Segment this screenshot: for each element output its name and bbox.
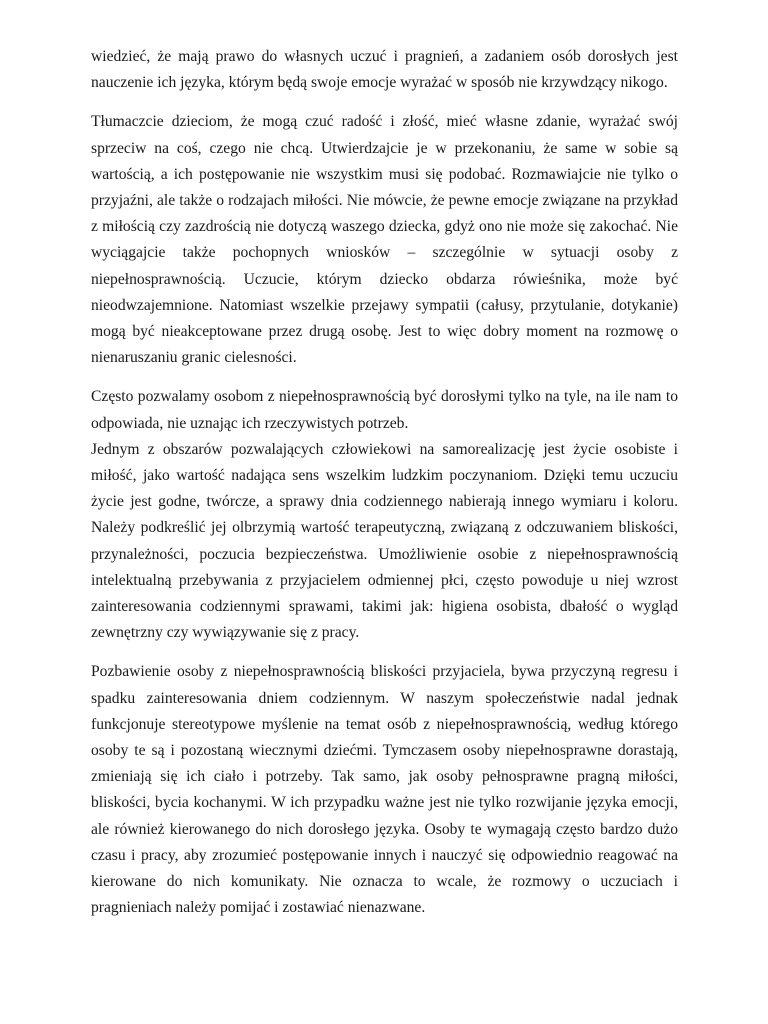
paragraph-5: Pozbawienie osoby z niepełnosprawnością bliskości przyjaciela, bywa przyczyną regresu i spadku zainteresowania dniem codziennym. W naszym społeczeństwie nadal jednak funkcjonuje stereotypowe myślenie na temat osób z niepełnosprawnością, według którego osoby te są i pozostaną wiecznymi dziećmi. Tymczasem osoby niepełnosprawne dorastają, zmieniają się ich ciało i potrzeby. Tak samo, jak osoby pełnosprawne pragną miłości, bliskości, bycia kochanymi. W ich przypadku ważne jest nie tylko rozwijanie języka emocji, ale również kierowanego do nich dorosłego języka. Osoby te wymagają często bardzo dużo czasu i pracy, aby zrozumieć postępowanie innych i nauczyć się odpowiednio reagować na kierowane do nich komunikaty. Nie oznacza to wcale, że rozmowy o uczuciach i pragnieniach należy pomijać i zostawiać nienazwane. xyxy=(91,663,678,917)
paragraph-2: Tłumaczcie dzieciom, że mogą czuć radość i złość, mieć własne zdanie, wyrażać swój sprzeciw na coś, czego nie chcą. Utwierdzajcie je w przekonaniu, że same w sobie są wartością, a ich postępowanie nie wszystkim musi się podobać. Rozmawiajcie nie tylko o przyjaźni, ale także o rodzajach miłości. Nie mówcie, że pewne emocje związane na przykład z miłością czy zazdrością nie dotyczą waszego dziecka, gdyż ono nie może się zakochać. Nie wyciągajcie także pochopnych wniosków – szczególnie w sytuacji osoby z niepełnosprawnością. Uczucie, którym dziecko obdarza rówieśnika, może być nieodwzajemnione. Natomiast wszelkie przejawy sympatii (całusy, przytulanie, dotykanie) mogą być nieakceptowane przez drugą osobę. Jest to więc dobry moment na rozmowę o nienaruszaniu granic cielesności. xyxy=(91,113,678,367)
document-page xyxy=(91,44,678,922)
paragraph-3: Często pozwalamy osobom z niepełnosprawnością być dorosłymi tylko na tyle, na ile nam to odpowiada, nie uznając ich rzeczywistych potrzeb. xyxy=(91,388,678,432)
paragraph-1: wiedzieć, że mają prawo do własnych uczuć i pragnień, a zadaniem osób dorosłych jest nauczenie ich języka, którym będą swoje emocje wyrażać w sposób nie krzywdzący nikogo. xyxy=(91,48,678,92)
paragraph-4: Jednym z obszarów pozwalających człowiekowi na samorealizację jest życie osobiste i miłość, jako wartość nadająca sens wszelkim ludzkim poczynaniom. Dzięki temu uczuciu życie jest godne, twórcze, a sprawy dnia codziennego nabierają innego wymiaru i koloru. Należy podkreślić jej olbrzymią wartość terapeutyczną, związaną z odczuwaniem bliskości, przynależności, poczucia bezpieczeństwa. Umożliwienie osobie z niepełnosprawnością intelektualną przebywania z przyjacielem odmiennej płci, często powoduje u niej wzrost zainteresowania codziennymi sprawami, takimi jak: higiena osobista, dbałość o wygląd zewnętrzny czy wywiązywanie się z pracy. xyxy=(91,440,678,642)
